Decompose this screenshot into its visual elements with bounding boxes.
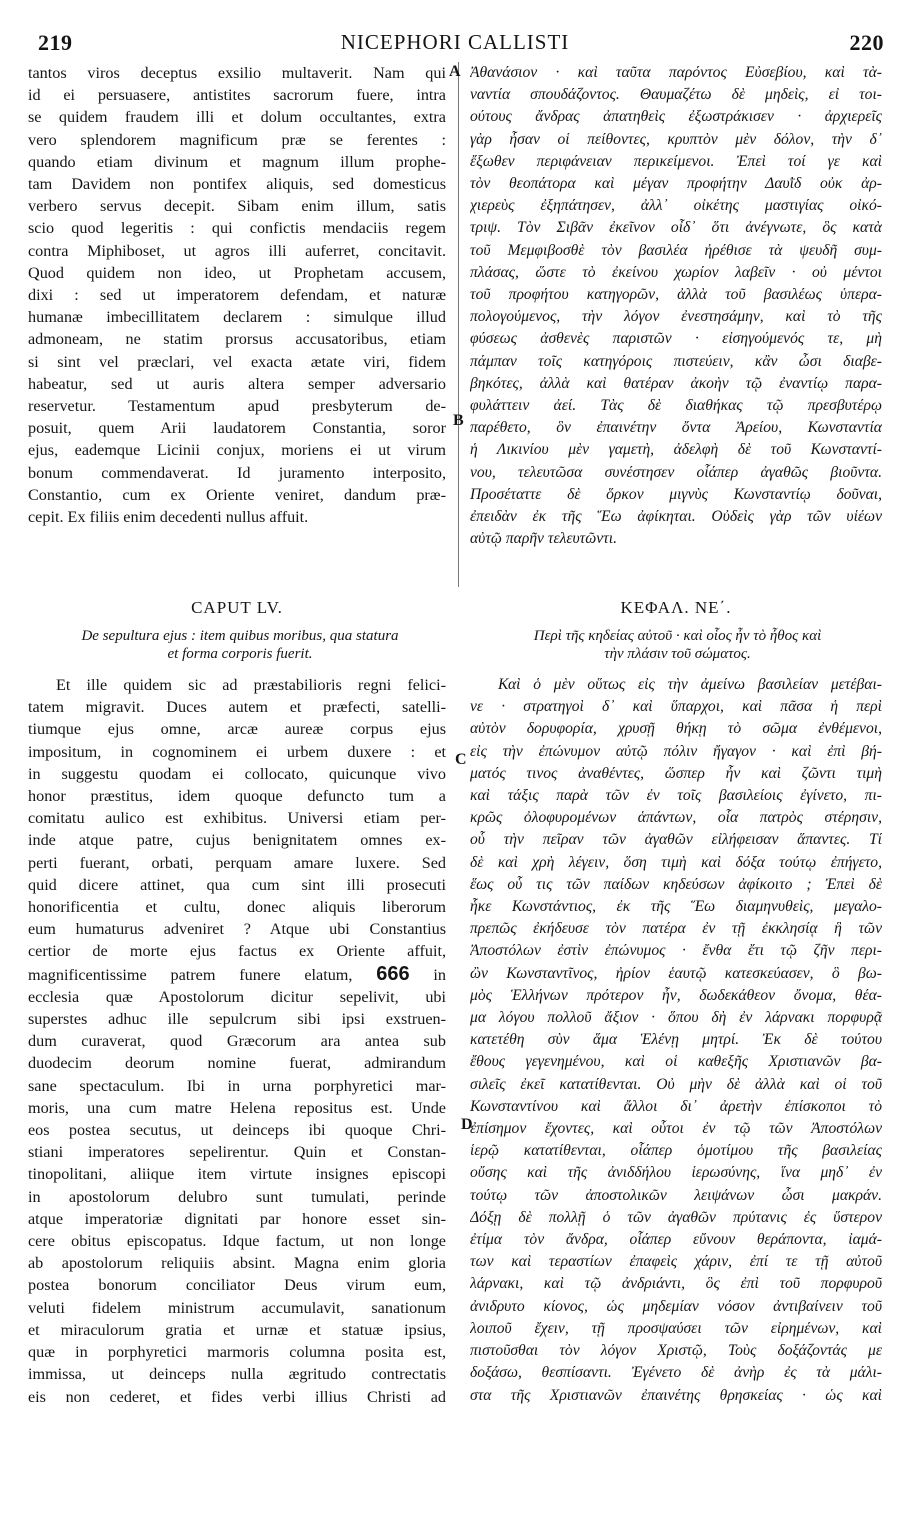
greek-text-line: λοιποῦ ἔχειν, τῇ προσψαύσει τῶν εἰρημένων, καὶ bbox=[470, 1319, 882, 1337]
latin-text-line: impositum, in cognominem ei urbem duxere : et bbox=[28, 742, 446, 761]
greek-text-line: μὸς Ἑλλήνων πρότερον ἦν, δωδεκάθεον ὄνομα, θέα- bbox=[470, 986, 882, 1004]
chapter-heading-greek: ΚΕΦΑΛ. ΝΕ΄. bbox=[620, 598, 732, 617]
greek-text-line: μα λόγου πολλοῦ ἄξιον · ὅπου δὴ ἐν λάρνακι πορφυρᾷ bbox=[470, 1009, 882, 1027]
chapter-subtitle-greek bbox=[475, 627, 880, 663]
greek-text-line: φυλάττειν ἀεί. Τὰς δὲ διαθήκας τῷ πρεσβυτέρῳ bbox=[470, 397, 882, 415]
greek-text-line: νε · στρατηγοὶ δ᾽ καὶ ὕπαρχοι, καὶ πᾶσα ἡ περὶ bbox=[470, 698, 882, 716]
greek-text-line: ἀνιδρυτο κίονος, ὡς μηδεμίαν νόσον ἀντιβαίνειν τοῦ bbox=[470, 1297, 882, 1315]
greek-text-line: ούτους ἄνδρας ἀπατηθεὶς ἐξωστράκισεν · ἀρχιερεῖς bbox=[470, 108, 882, 126]
margin-letter-d: D bbox=[461, 1116, 473, 1133]
greek-text-line: λάρνακι, καὶ τῷ ἀνδριάντι, ὃς ἐπὶ τοῦ πορφυροῦ bbox=[470, 1275, 882, 1293]
greek-text-line: ἱερῷ κατατίθενται, οἷάπερ ὁμοτίμου τῆς βασιλείας bbox=[470, 1142, 882, 1160]
greek-text-line: σιλεῖς ἐκεῖ κατατίθενται. Οὐ μὴν δὲ ἀλλὰ καὶ οἱ τοῦ bbox=[470, 1075, 882, 1093]
latin-text-line: moris, una cum matre Helena repositus est. Unde bbox=[28, 1098, 446, 1117]
latin-text-line: in apostolorum delubro sunt tumulati, perinde bbox=[28, 1187, 446, 1206]
latin-text-line: cepit. Ex filiis enim decedenti nullus affuit. bbox=[28, 508, 309, 527]
greek-text-line: ματός τινος ἀναθέντες, ὥσπερ ἦν καὶ ζῶντι τιμὴ bbox=[470, 764, 882, 782]
latin-text-line: immissa, ut deinceps nulla ægritudo contrectatis bbox=[28, 1365, 446, 1384]
latin-text-line: quæ in porphyretici marmoris columna posita est, bbox=[28, 1343, 446, 1362]
latin-text-line: scio quod legeritis : qui confictis mendaciis regem bbox=[28, 219, 446, 238]
greek-text-line: πάμπαν τοῖς κατηγόροις πιστεύειν, κἂν ὦσι διαβε- bbox=[470, 352, 882, 370]
latin-text-line: bonum commendaverat. Id juramento interposito, bbox=[28, 463, 446, 482]
greek-text-line: γὰρ ἦσαν οἱ πείθοντες, κρυπτὸν μὲν δόλον, τὴν δ᾽ bbox=[470, 130, 882, 148]
greek-text-line: κατετέθη σὺν ἅμα Ἑλένῃ μητρί. Ἐκ δὲ τούτου bbox=[470, 1031, 882, 1049]
margin-letter-a: A bbox=[449, 63, 461, 80]
latin-text-line: honorificentia et cultu, donec aliquis liberorum bbox=[28, 898, 446, 917]
greek-text-line: Ἀθανάσιον · καὶ ταῦτα παρόντος Εὐσεβίου, καὶ τὰ- bbox=[470, 64, 882, 81]
latin-text-line: Et ille quidem sic ad præstabilioris regni felici- bbox=[56, 676, 446, 694]
latin-column-bottom bbox=[28, 674, 446, 1524]
latin-text-line: id ei persuasere, antistites sacrorum fuere, intra bbox=[28, 86, 446, 105]
latin-text-line: contra Miphiboset, ut agros illi auferret, concitavit. bbox=[28, 241, 446, 260]
margin-letter-b: B bbox=[453, 412, 464, 429]
greek-text-line: δοξάσω, θεσπίσαντι. Ἐγένετο δὲ ἀνὴρ ἐς τὰ μάλι- bbox=[470, 1364, 882, 1382]
greek-text-line: ἔθους γεγενημένου, καὶ οἱ καθεξῆς Χριστιανῶν βα- bbox=[470, 1053, 882, 1071]
latin-text-line: eos postea secutus, ut deinceps ibi quoque Chri- bbox=[28, 1121, 446, 1140]
greek-text-line: Κωνσταντίνου καὶ ἄλλοι δι᾽ ἀρετὴν ἐπίσκοποι τὸ bbox=[470, 1097, 882, 1115]
latin-text-line: cere obitus episcopatus. Idque factum, ut non longe bbox=[28, 1232, 446, 1251]
latin-text-line: reservetur. Testamentum apud presbyterum de- bbox=[28, 397, 446, 416]
greek-text-line: ἐτίμα τὸν ἄνδρα, οἷάπερ εὔνουν θεράποντα, ἰαμά- bbox=[470, 1231, 882, 1249]
greek-text-line: τοῦ Μεμφιβοσθὲ τὸν βασιλέα ἠρέθισε τὰ ψευδῆ συμ- bbox=[470, 241, 882, 259]
latin-column-top bbox=[28, 62, 446, 582]
margin-letter-c: C bbox=[455, 751, 467, 768]
latin-text-line: ecclesia quæ Apostolorum dicitur sepelivit, ubi bbox=[28, 987, 446, 1006]
greek-text-line: Καὶ ὁ μὲν οὕτως εἰς τὴν ἀμείνω βασιλείαν μετέβαι- bbox=[498, 676, 882, 693]
greek-text-line: οὗ τὴν πεῖραν τῶν ἀγαθῶν εἰλήφεισαν ἅπαντες. Τί bbox=[470, 831, 882, 849]
greek-text-line: ναντία σπουδάζοντος. Θαυμαζέτω δὲ μηδεὶς, εἰ τοι- bbox=[470, 86, 882, 104]
greek-text-line: των καὶ τεραστίων ἐπαφεὶς χάριν, ἐπί τε τῇ αὐτοῦ bbox=[470, 1253, 882, 1271]
greek-text-line: τούτῳ τῶν ἀποστολικῶν λειψάνων ὦσι μακράν. bbox=[470, 1186, 882, 1204]
latin-text-line: tatem migravit. Duces autem et præfecti, satelli- bbox=[28, 698, 446, 717]
greek-text-line: αὐτῷ παρῆν τελευτῶντι. bbox=[470, 530, 617, 548]
latin-text-line: Constantio, cum ex Oriente veniret, dandum præ- bbox=[28, 485, 446, 504]
latin-text-line: humanæ imbecillitatem declarem : simulque illud bbox=[28, 308, 446, 327]
greek-text-line: ἔξωθεν περιφάνειαν περικείμενοι. Ἐπεὶ τοί γε καὶ bbox=[470, 152, 882, 170]
latin-text-line: magnificentissime patrem funere elatum, 666 in bbox=[28, 962, 446, 985]
latin-text-line: quando etiam divinum et magnum illum prophe- bbox=[28, 152, 446, 171]
greek-text-line: χιερεὺς ἐξηπάτησεν, ἀλλ᾽ οἰκέτης μαστιγίας οἰκό- bbox=[470, 197, 882, 215]
greek-text-line: Δόξῃ δὲ πολλῇ ὁ τῶν ἀγαθῶν πρύτανις ἐς ὕστερον bbox=[470, 1208, 882, 1226]
subtitle-greek-line: Περὶ τῆς κηδείας αὐτοῦ · καὶ οἷος ἦν τὸ ἦθος καὶ bbox=[533, 628, 822, 644]
latin-text-line: duodecim deorum nomine fuerat, admirandum bbox=[28, 1054, 446, 1073]
greek-text-line: ἐπίσημον ἔχοντες, καὶ οὗτοι ἐν τῷ τῶν Ἀποστόλων bbox=[470, 1120, 882, 1138]
greek-text-line: τοῦ προφήτου κατηγορῶν, ἀλλὰ τοῦ βασιλέως ὑπερα- bbox=[470, 286, 882, 304]
greek-text-line: πρεπῶς ἐκήδευσε τὸν πατέρα ἐν τῇ ἐκκλησίᾳ ἣ τῶν bbox=[470, 920, 882, 938]
greek-text-line: παρέθετο, ὃν ἐπαινέτην ὄντα Ἀρείου, Κωνσταντία bbox=[470, 419, 882, 437]
latin-text-line: dixi : sed ut imperatorem defendam, et naturæ bbox=[28, 286, 446, 305]
greek-text-line: πλάσας, ὥστε τὸ ἐκείνου χωρίον λαβεῖν · οὐ μέντοι bbox=[470, 263, 882, 281]
latin-text-line: in suggestu quodam ei collocato, quicunque vivo bbox=[28, 764, 446, 783]
latin-text-line: atque imperatoriæ dignitati par honore esset sin- bbox=[28, 1209, 446, 1228]
latin-text-line: ab apostolorum reliquiis absint. Magna enim gloria bbox=[28, 1254, 446, 1273]
latin-text-line: tantos viros deceptus exsilio multaverit. Nam qui bbox=[28, 64, 446, 82]
latin-text-line: perti fuerant, orbati, perquam amare luxere. Sed bbox=[28, 853, 446, 872]
running-title: NICEPHORI CALLISTI bbox=[340, 30, 570, 54]
latin-text-line: inde atque patre, cujus benignitatem omnes ex- bbox=[28, 831, 446, 850]
latin-text-line: veluti fidelem ministrum accumulavit, sanationum bbox=[28, 1298, 446, 1317]
latin-text-line: si sint vel præclari, vel exacta ætate viri, fidem bbox=[28, 352, 446, 371]
latin-text-line: tam Davidem non pontifex aliquis, sed domesticus bbox=[28, 175, 446, 194]
greek-text-line: οὔσης καὶ τῆς ἀνιδδήλου ἱερωσύνης, ἵνα μηδ᾽ ἐν bbox=[470, 1164, 882, 1182]
greek-text-line: κρῶς ὀλοφυρομένων ἁπάντων, οἷα πατρὸς στέρησιν, bbox=[470, 809, 882, 827]
subtitle-latin-line: et forma corporis fuerit. bbox=[167, 646, 313, 662]
latin-text-line: sane spectaculum. Ibi in urna porphyretici mar- bbox=[28, 1076, 446, 1095]
latin-text-line: posuit, quem Arii laudatorem Constantia, soror bbox=[28, 419, 446, 438]
greek-text-line: φύσεως ἀσθενὲς παριστῶν · εἰσηγούμενός τε, μὴ bbox=[470, 330, 882, 348]
greek-text-line: ἧκε Κωνστάντιος, ἐκ τῆς Ἕω διαμηνυθεὶς, μεγαλο- bbox=[470, 898, 882, 916]
greek-text-line: πολογούμενος, τὴν λόγον ἐνεστησάμην, καὶ τὸ τῆς bbox=[470, 308, 882, 326]
latin-text-line: eis non cederet, et fides verbi illius Christi ad bbox=[28, 1387, 446, 1406]
latin-text-line: ejus, eademque Licinii conjux, moriens ei ut virum bbox=[28, 441, 446, 460]
page-number-left: 219 bbox=[38, 30, 73, 55]
latin-text-line: habeatur, sed ut auris altera semper adversario bbox=[28, 374, 446, 393]
latin-text-line: tinopolitani, aliique item virtute insignes episcopi bbox=[28, 1165, 446, 1184]
greek-text-line: βηκότες, ἀλλὰ καὶ θατέραν ἀκοὴν τῷ ἐναντίῳ παρα- bbox=[470, 374, 882, 392]
greek-column-bottom bbox=[470, 674, 882, 1524]
latin-text-line: admoneam, ne statim prorsus accusatoribus, etiam bbox=[28, 330, 446, 349]
greek-text-line: τριψ. Τὸν Σιβᾶν ἐκεῖνον οἶδ᾽ ὅτι ἀνέγνωτε, ὃς κατὰ bbox=[470, 219, 882, 237]
latin-text-line: certior de morte ejus factus ex Oriente affuit, bbox=[28, 942, 446, 961]
latin-text-line: se quidem fraudem illi et dolum occultantes, extra bbox=[28, 108, 446, 127]
latin-text-line: verbero servus decepit. Sibam enim illum, satis bbox=[28, 197, 446, 216]
latin-text-line: stiani imperatores sepelirentur. Quin et Constan- bbox=[28, 1143, 446, 1162]
latin-text-line: et miraculorum gratia et urnæ et statuæ ipsius, bbox=[28, 1320, 446, 1339]
greek-text-line: Ἀποστόλων ἐστὶν ἐπώνυμος · ἔνθα ἔτι τῷ ζῆν περι- bbox=[470, 942, 882, 960]
inline-marginal-number: 666 bbox=[376, 962, 410, 985]
greek-text-line: δὲ καὶ χρὴ λέγειν, ὅση τιμὴ καὶ δόξα τούτῳ ἐπήγετο, bbox=[470, 853, 882, 871]
latin-text-line: quid dicere attinet, qua cum sint illi prosecuti bbox=[28, 875, 446, 894]
greek-text-line: εἰς τὴν ἐπώνυμον αὐτῷ πόλιν ἤγαγον · καὶ ἐπὶ βή- bbox=[470, 742, 882, 760]
greek-text-line: νου, τελευτῶσα συνέστησεν οἷάπερ ἀγαθῶς βιοῦντα. bbox=[470, 463, 882, 481]
latin-text-line: comitatu aulico est exhibitus. Universi etiam per- bbox=[28, 809, 446, 828]
latin-text-line: dum curaverat, quod Græcorum ara antea sub bbox=[28, 1032, 446, 1051]
page-number-right: 220 bbox=[849, 30, 884, 55]
latin-text-line: postea bonorum conciliator Deus virum eum, bbox=[28, 1276, 446, 1295]
greek-text-line: καὶ τάξις παρὰ τῶν ἐν τοῖς βασιλείοις ἐγίνετο, πι- bbox=[470, 787, 882, 805]
greek-text-line: τὸν θεοπάτορα καὶ μέγαν προφήτην Δαυῒδ οὐκ ἀρ- bbox=[470, 175, 882, 193]
subtitle-latin-line: De sepultura ejus : item quibus moribus, qua statura bbox=[81, 628, 399, 644]
latin-text-line: Quod quidem non ideo, ut Prophetam accusem, bbox=[28, 263, 446, 282]
latin-text-line: honor præstitus, idem quoque defuncto tum a bbox=[28, 787, 446, 806]
latin-text-line: superstes adhuc ille sepulcrum sibi ipsi exstruen- bbox=[28, 1010, 446, 1029]
chapter-heading-latin: CAPUT LV. bbox=[191, 598, 283, 617]
latin-text-line: eum humaturus adveniret ? Atque ubi Constantius bbox=[28, 920, 446, 939]
greek-column-top bbox=[470, 62, 882, 582]
greek-text-line: πιστοῦσθαι τὸν λόγον Χριστῷ, Τοὺς δοξάζοντάς με bbox=[470, 1342, 882, 1360]
chapter-subtitle-latin bbox=[40, 627, 440, 663]
greek-text-line: στα τῆς Χριστιανῶν ἐπαινέτης θρησκείας · ὡς καὶ bbox=[470, 1386, 882, 1404]
greek-text-line: ἡ Λικινίου μὲν γαμετὴ, ἀδελφὴ δὲ τοῦ Κωνσταντί- bbox=[470, 441, 882, 459]
greek-text-line: ἕως οὗ τις τῶν παίδων κηδεύσων ἀφίκοιτο ; Ἐπεὶ δὲ bbox=[470, 875, 882, 893]
greek-text-line: ἐπειδὰν ἐκ τῆς Ἕω ἀφίκηται. Οὐδεὶς γὰρ τῶν υἱέων bbox=[470, 508, 882, 526]
greek-text-line: αὐτὸν δορυφορία, χρυσῇ θήκῃ τὸ σῶμα ἐνθέμενοι, bbox=[470, 720, 882, 738]
latin-text-line: vero splendorem magnificum præ se ferentes : bbox=[28, 130, 446, 149]
subtitle-greek-line: τὴν πλάσιν τοῦ σώματος. bbox=[604, 646, 751, 662]
latin-text-line: tiumque ejus omne, arcæ aureæ corpus ejus bbox=[28, 720, 446, 739]
column-divider bbox=[458, 62, 459, 587]
greek-text-line: Προσέταττε δὲ ὅρκον μιγνὺς Κωνσταντίῳ δοῦναι, bbox=[470, 485, 882, 503]
greek-text-line: ὢν Κωνσταντῖνος, ἠρίον ἑαυτῷ κατεσκεύασεν, ὃ βω- bbox=[470, 964, 882, 982]
